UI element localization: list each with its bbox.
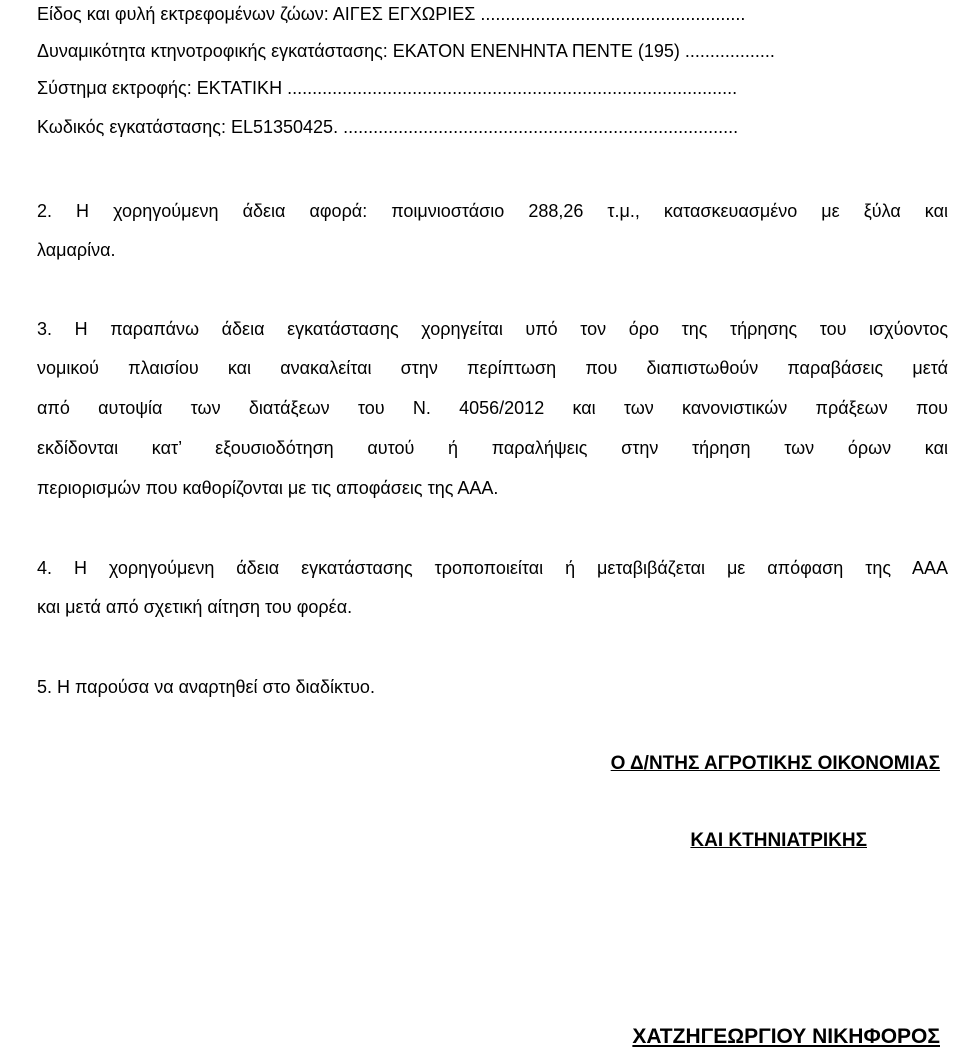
facility-code-line: Κωδικός εγκατάστασης: EL51350425. ............................................................................... [37, 117, 739, 137]
clause-4-line-1: 4. Η χορηγούμενη άδεια εγκατάστασης τροποποιείται ή μεταβιβάζεται με απόφαση της ΑΑΑ [37, 558, 948, 578]
clause-3-line-5: περιορισμών που καθορίζονται με τις αποφάσεις της ΑΑΑ. [37, 478, 499, 498]
clause-2-line-1: 2. Η χορηγούμενη άδεια αφορά: ποιμνιοστάσιο 288,26 τ.μ., κατασκευασμένο με ξύλα και [37, 201, 948, 221]
clause-4-line-2: και μετά από σχετική αίτηση του φορέα. [37, 597, 353, 617]
breeding-system-line: Σύστημα εκτροφής: ΕΚΤΑΤΙΚΗ .......................................................................................... [37, 78, 738, 98]
signatory-name: ΧΑΤΖΗΓΕΩΡΓΙΟΥ ΝΙΚΗΦΟΡΟΣ [632, 1025, 940, 1048]
clause-3-line-3: από αυτοψία των διατάξεων του Ν. 4056/2012 και των κανονιστικών πράξεων που [37, 398, 948, 418]
clause-3-line-4: εκδίδονται κατ’ εξουσιοδότηση αυτού ή παραλήψεις στην τήρηση των όρων και [37, 438, 948, 458]
clause-3-line-2: νομικού πλαισίου και ανακαλείται στην περίπτωση που διαπιστωθούν παραβάσεις μετά [37, 358, 948, 378]
clause-5-line-1: 5. Η παρούσα να αναρτηθεί στο διαδίκτυο. [37, 677, 375, 697]
signatory-title-line-1: Ο Δ/ΝΤΗΣ ΑΓΡΟΤΙΚΗΣ ΟΙΚΟΝΟΜΙΑΣ [610, 753, 940, 774]
signatory-title-line-2: ΚΑΙ ΚΤΗΝΙΑΤΡΙΚΗΣ [690, 830, 867, 851]
clause-2-line-2: λαμαρίνα. [37, 240, 116, 260]
clause-3-line-1: 3. Η παραπάνω άδεια εγκατάστασης χορηγείται υπό τον όρο της τήρησης του ισχύοντος [37, 319, 948, 339]
animal-species-line: Είδος και φυλή εκτρεφομένων ζώων: ΑΙΓΕΣ ΕΓΧΩΡΙΕΣ ..................................................... [37, 4, 746, 24]
capacity-line: Δυναμικότητα κτηνοτροφικής εγκατάστασης: ΕΚΑΤΟΝ ΕΝΕΝΗΝΤΑ ΠΕΝΤΕ (195) .................. [37, 41, 775, 61]
